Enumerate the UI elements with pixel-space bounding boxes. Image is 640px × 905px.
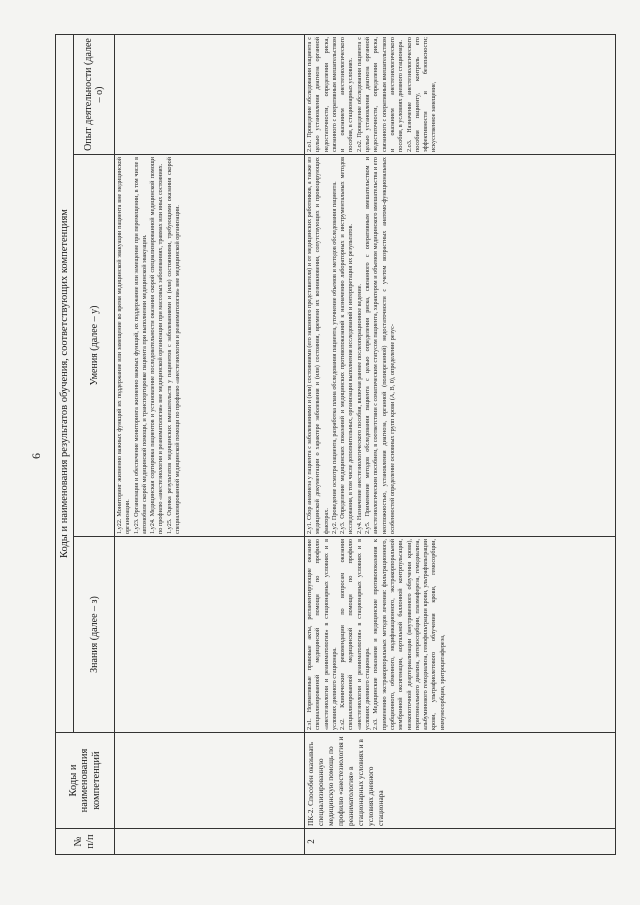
skill-1u25: 1.у25. Оценка результатов медицинских вмешательств у пациентов с заболеваниями и (или) состояниями, требующими оказания скорой специализированной медицинской помощи по профилю «анестезиология и реаниматология» вне медицинской организации. bbox=[165, 157, 182, 534]
row2-experience bbox=[305, 35, 616, 155]
header-knowledge: Знания (далее – з) bbox=[74, 537, 115, 733]
row1-experience bbox=[115, 35, 305, 155]
skill-1u22: 1.у22. Мониторинг жизненно важных функций их поддержание или замещение во время медицинской эвакуации пациента вне медицинской организации. bbox=[116, 157, 132, 534]
experience-2o3: 2.о3. Назначение анестезиологического пособия пациенту, контроль его эффективности и безопасности; искусственное замещение, bbox=[405, 37, 438, 152]
knowledge-2z1: 2.з1. Нормативные правовые акты, регламентирующие оказание специализированной медицинской помощи по профилю «анестезиология и реаниматология» в стационарных условиях и в условиях дневного стационара. bbox=[306, 539, 338, 730]
skill-2u2: 2.у2. Проведение осмотра пациента, разработка плана обследования пациента, уточнение объемов и методов обследования пациента. bbox=[330, 181, 338, 534]
skill-2u5: 2.у5. Применение методов обследования пациента с целью определения риска, связанного с оперативным вмешательством и анестезиологическим пособием, в соответствии с соматическим статусом пациента, характером и объемом медицинского вмешательства и его неотложностью, установления диагноза, органной (полиорганной) недостаточности с учетом возрастных анатомо-функциональных особенностей определение основных групп крови (A, B, 0), определение резус- bbox=[364, 157, 396, 534]
header-num: № п/п bbox=[56, 829, 115, 855]
row2-comp: ПК-2. Способен оказывать специализированную медицинскую помощь по профилю «анестезиология и реаниматология» в стационарных условиях и в условиях дневного стационара bbox=[305, 733, 616, 829]
header-codes: Коды и наименования компетенций bbox=[56, 733, 115, 829]
experience-2o2: 2.о2. Проведение обследования пациента с целью установления диагноза органной недостаточности, определения риска, связанного с оперативным вмешательством и оказанием анестезиологического пособия, в условиях дневного стационара. bbox=[355, 37, 405, 152]
skill-2u3: 2.у3. Определение медицинских показаний и медицинских противопоказаний к назначению лабораторных и инструментальных методов исследования, в том числе дополнительных, организация выполнения исследований и интерпретация их результатов. bbox=[339, 157, 355, 534]
header-group: Коды и наименования результатов обучения, соответствующих компетенциям bbox=[56, 35, 74, 733]
header-skills: Умения (далее – у) bbox=[74, 155, 115, 537]
knowledge-2z3: 2.з3. Медицинские показания и медицинские противопоказания к применению экстракорпоральных методов лечения: фильтрационного, сорбционного, обменного, модификационного, экстракорпоральной мембранной оксигенации, аортальной баллонной контрпульсации, низкопоточной деартериализации (внутривенного облучения крови), перитонеального диализа, энтеросорбции, плазмафереза, гемодиализа, альбуминового гемодиализа, гемофильтрации крови, ультрафильтрации крови, ультрафиолетового облучения крови, гемосорбции, иммуносорбции, эритроцитафереза, bbox=[372, 539, 446, 730]
row1-comp bbox=[115, 733, 305, 829]
skill-2u1: 2.у1. Сбор анамнеза у пациента с заболеваниями и (или) состояниями (его законного представителя) и от медицинских работников, а также из медицинской документации о характере заболевания и (или) состояния, времени их возникновения, сопутствующих и провоцирующих факторах. bbox=[306, 157, 330, 534]
knowledge-2z2: 2.з2. Клинические рекомендации по вопросам оказания специализированной медицинской помощи по профилю «анестезиология и реаниматология» в стационарных условиях и в условиях дневного стационара. bbox=[339, 539, 372, 730]
experience-2o1: 2.о1. Проведение обследования пациента с целью установления диагноза органной недостаточности, определения риска, связанного с оперативным вмешательством и оказанием анестезиологического пособия, в стационарных условиях. bbox=[306, 37, 355, 152]
competency-table bbox=[55, 34, 616, 855]
rotated-table-block bbox=[29, 35, 615, 855]
row2-num: 2 bbox=[305, 829, 616, 855]
skill-1u24: 1.у24. Медицинская сортировка пациентов и установление последовательности оказания скорой специализированной медицинской помощи по профилю «анестезиология и реаниматология» вне медицинской организации при массовых заболеваниях, травмах или иных состояниях. bbox=[149, 157, 165, 534]
header-experience: Опыт деятельности (далее – о) bbox=[74, 35, 115, 155]
skill-1u23: 1.у23. Организация и обеспечение мониторинга жизненно важных функций, их поддержание или замещение при перемещении, в том числе в автомобиле скорой медицинской помощи, и транспортировке пациента при выполнении медицинской эвакуации. bbox=[132, 157, 148, 534]
row2-skills bbox=[305, 155, 616, 537]
row1-num bbox=[115, 829, 305, 855]
row2-knowledge bbox=[305, 537, 616, 733]
row1-skills bbox=[115, 155, 305, 537]
skill-2u4: 2.у4. Назначение анестезиологического пособия, включая раннее послеоперационное ведение. bbox=[355, 283, 363, 534]
row1-knowledge bbox=[115, 537, 305, 733]
page-number: 6 bbox=[29, 453, 43, 459]
